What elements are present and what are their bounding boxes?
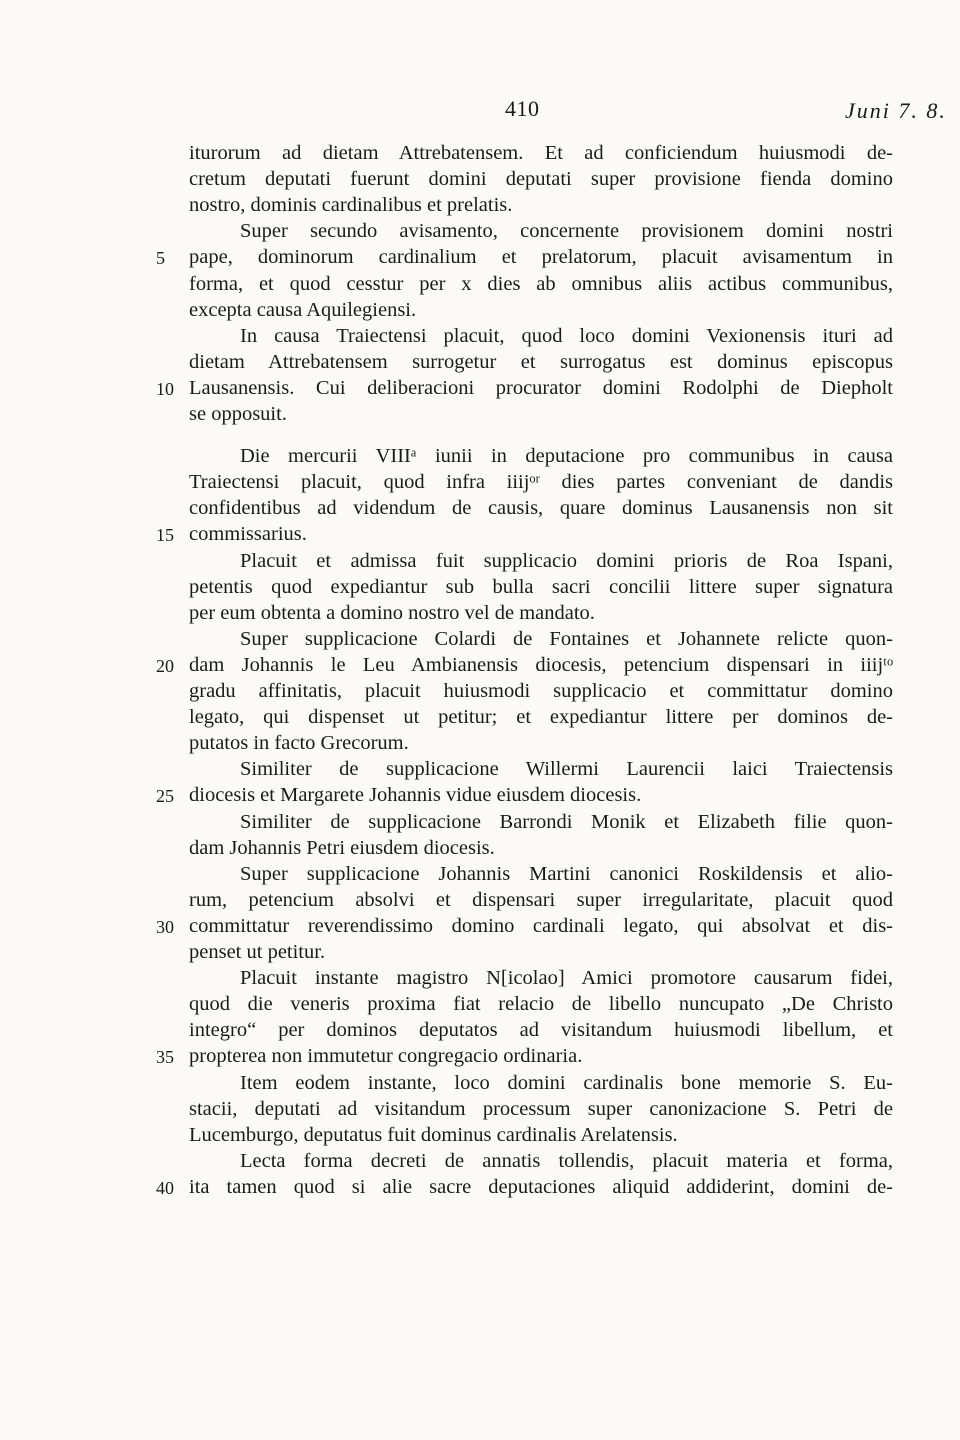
text-line bbox=[0, 965, 960, 991]
line-text: iturorum ad dietam Attrebatensem. Et ad conficiendum huiusmodi de- bbox=[189, 142, 893, 164]
text-line bbox=[0, 1043, 960, 1069]
text-line bbox=[0, 600, 960, 626]
text-line bbox=[0, 730, 960, 756]
line-text: In causa Traiectensi placuit, quod loco domini Vexionensis ituri ad bbox=[240, 324, 893, 347]
text-line bbox=[0, 443, 960, 469]
line-number: 30 bbox=[156, 916, 174, 937]
text-line bbox=[0, 375, 960, 401]
text-line bbox=[0, 140, 960, 166]
line-text: putatos in facto Grecorum. bbox=[189, 732, 409, 755]
line-text: quod die veneris proxima fiat relacio de libello nuncupato „De Christo bbox=[189, 993, 893, 1016]
text-line bbox=[0, 861, 960, 887]
line-text: propterea non immutetur congregacio ordinaria. bbox=[189, 1045, 583, 1068]
text-line bbox=[0, 782, 960, 808]
line-text: Die mercurii VIIIᵃ iunii in deputacione pro communibus in causa bbox=[240, 445, 893, 468]
line-text: pape, dominorum cardinalium et prelatorum, placuit avisamentum in bbox=[189, 246, 893, 269]
text-line bbox=[0, 939, 960, 965]
line-text: per eum obtenta a domino nostro vel de mandato. bbox=[189, 601, 595, 624]
text-line bbox=[0, 244, 960, 270]
line-text: confidentibus ad videndum de causis, quare dominus Lausanensis non sit bbox=[189, 497, 893, 520]
line-text: gradu affinitatis, placuit huiusmodi supplicacio et committatur domino bbox=[189, 680, 893, 702]
line-number: 25 bbox=[156, 786, 174, 807]
line-text: Similiter de supplicacione Willermi Laurencii laici Traiectensis bbox=[240, 758, 893, 781]
line-text: Similiter de supplicacione Barrondi Monik et Elizabeth filie quon- bbox=[240, 810, 893, 833]
text-line bbox=[0, 809, 960, 835]
running-header-date: Juni 7. 8. bbox=[845, 98, 947, 123]
text-line bbox=[0, 323, 960, 349]
line-text: penset ut petitur. bbox=[189, 941, 326, 963]
line-text: Traiectensi placuit, quod infra iiijᵒʳ dies partes conveniant de dandis bbox=[189, 471, 893, 494]
text-line bbox=[0, 1148, 960, 1174]
line-text: legato, qui dispenset ut petitur; et expediantur littere per dominos de- bbox=[189, 706, 893, 729]
line-number: 5 bbox=[156, 248, 165, 269]
text-line bbox=[0, 349, 960, 375]
line-text: petentis quod expediantur sub bulla sacri concilii littere super signatura bbox=[189, 575, 893, 598]
line-number: 10 bbox=[156, 378, 174, 399]
text-line bbox=[0, 297, 960, 323]
text-line bbox=[0, 495, 960, 521]
line-text: dietam Attrebatensem surrogetur et surrogatus est dominus episcopus bbox=[189, 350, 893, 373]
line-text: Lucemburgo, deputatus fuit dominus cardinalis Arelatensis. bbox=[189, 1123, 678, 1146]
line-text: Lecta forma decreti de annatis tollendis, placuit materia et forma, bbox=[240, 1149, 893, 1172]
text-line bbox=[0, 401, 960, 427]
line-text: Placuit et admissa fuit supplicacio domini prioris de Roa Ispani, bbox=[240, 549, 893, 572]
line-text: Super supplicacione Johannis Martini canonici Roskildensis et alio- bbox=[240, 862, 893, 885]
text-line bbox=[0, 192, 960, 218]
text-line bbox=[0, 166, 960, 192]
line-text: diocesis et Margarete Johannis vidue eiusdem diocesis. bbox=[189, 784, 642, 807]
line-text: commissarius. bbox=[189, 523, 307, 546]
text-line bbox=[0, 218, 960, 244]
line-text: nostro, dominis cardinalibus et prelatis. bbox=[189, 194, 513, 217]
text-line bbox=[0, 652, 960, 678]
text-line bbox=[0, 1017, 960, 1043]
line-text: cretum deputati fuerunt domini deputati super provisione fienda domino bbox=[189, 168, 893, 191]
line-text: Placuit instante magistro N[icolao] Amici promotore causarum fidei, bbox=[240, 967, 893, 990]
line-text: Item eodem instante, loco domini cardinalis bone memorie S. Eu- bbox=[240, 1071, 893, 1094]
line-number: 15 bbox=[156, 525, 174, 546]
text-line bbox=[0, 1122, 960, 1148]
text-line bbox=[0, 835, 960, 861]
text-line bbox=[0, 887, 960, 913]
text-line bbox=[0, 913, 960, 939]
text-line bbox=[0, 704, 960, 730]
text-line bbox=[0, 548, 960, 574]
line-number: 35 bbox=[156, 1047, 174, 1068]
line-text: se opposuit. bbox=[189, 403, 287, 425]
line-number: 40 bbox=[156, 1177, 174, 1198]
line-text: rum, petencium absolvi et dispensari super irregularitate, placuit quod bbox=[189, 888, 893, 911]
line-text: integro“ per dominos deputatos ad visitandum huiusmodi libellum, et bbox=[189, 1019, 893, 1042]
text-line bbox=[0, 626, 960, 652]
text-line bbox=[0, 1096, 960, 1122]
text-line bbox=[0, 1070, 960, 1096]
line-number: 20 bbox=[156, 655, 174, 676]
line-text: dam Johannis le Leu Ambianensis diocesis, petencium dispensari in iiijᵗᵒ bbox=[189, 653, 893, 676]
line-text: ita tamen quod si alie sacre deputaciones aliquid addiderint, domini de- bbox=[189, 1175, 893, 1198]
text-line bbox=[0, 991, 960, 1017]
text-line bbox=[0, 678, 960, 704]
line-text: committatur reverendissimo domino cardinali legato, qui absolvat et dis- bbox=[189, 914, 893, 937]
line-text: forma, et quod cesstur per x dies ab omnibus aliis actibus communibus, bbox=[189, 272, 893, 295]
line-text: dam Johannis Petri eiusdem diocesis. bbox=[189, 836, 495, 859]
text-line bbox=[0, 574, 960, 600]
line-text: stacii, deputati ad visitandum processum super canonizacione S. Petri de bbox=[189, 1097, 893, 1120]
text-line bbox=[0, 521, 960, 547]
page-number: 410 bbox=[505, 96, 540, 121]
text-line bbox=[0, 756, 960, 782]
line-text: Super supplicacione Colardi de Fontaines et Johannete relicte quon- bbox=[240, 627, 893, 650]
line-text: Lausanensis. Cui deliberacioni procurator domini Rodolphi de Diepholt bbox=[189, 376, 893, 399]
text-line bbox=[0, 271, 960, 297]
text-line bbox=[0, 469, 960, 495]
text-line bbox=[0, 1174, 960, 1200]
line-text: Super secundo avisamento, concernente provisionem domini nostri bbox=[240, 220, 893, 243]
line-text: excepta causa Aquilegiensi. bbox=[189, 298, 417, 321]
